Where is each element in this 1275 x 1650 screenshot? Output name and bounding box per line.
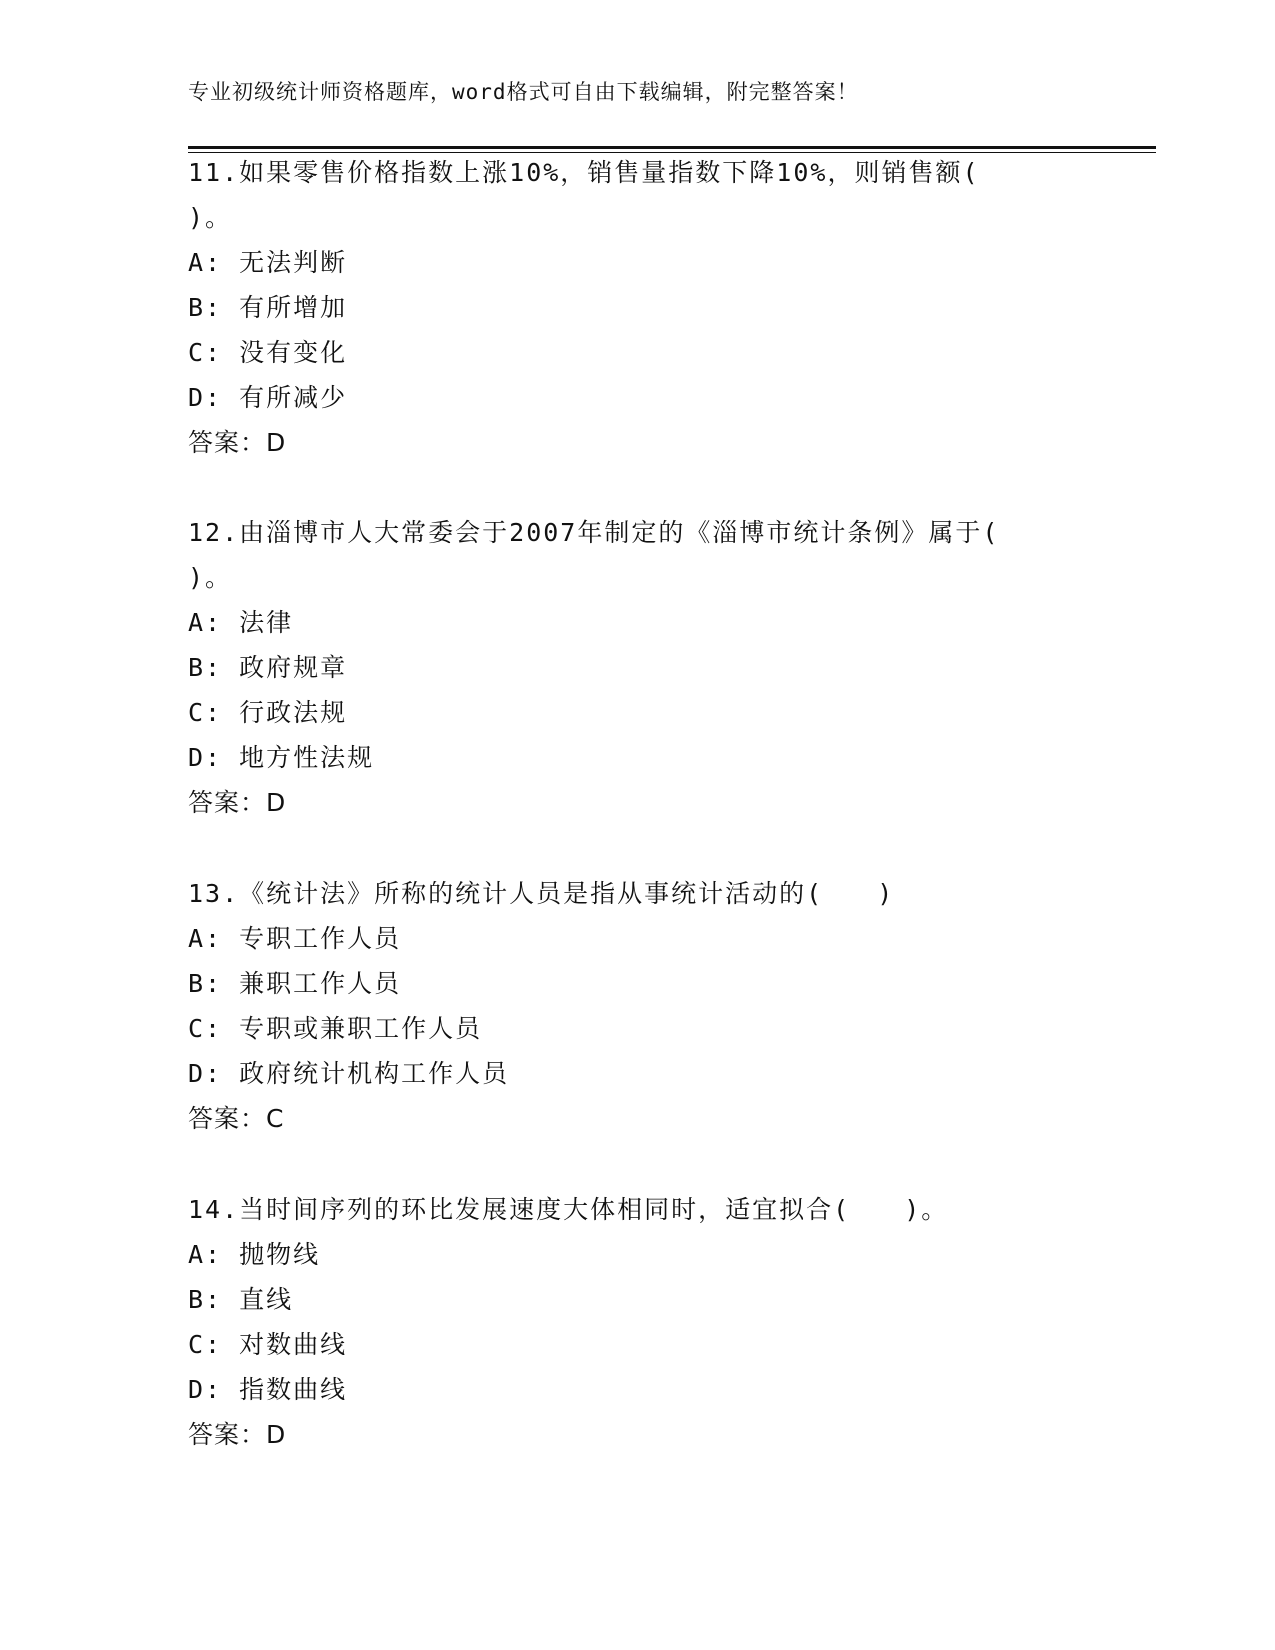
- option-d: D: 地方性法规: [188, 743, 375, 772]
- option-a: A: 无法判断: [188, 248, 348, 277]
- answer-line: 答案：D: [188, 428, 287, 457]
- option-b: B: 有所增加: [188, 293, 348, 322]
- option-b: B: 政府规章: [188, 653, 348, 682]
- question-stem: 14.当时间序列的环比发展速度大体相同时，适宜拟合( )。: [188, 1195, 949, 1224]
- page-header: 专业初级统计师资格题库，word格式可自由下载编辑，附完整答案！: [188, 80, 859, 104]
- option-b: B: 直线: [188, 1285, 294, 1314]
- question-stem: 11.如果零售价格指数上涨10%，销售量指数下降10%，则销售额(: [188, 158, 980, 187]
- option-c: C: 专职或兼职工作人员: [188, 1014, 483, 1043]
- question-stem: 12.由淄博市人大常委会于2007年制定的《淄博市统计条例》属于(: [188, 518, 1000, 547]
- option-a: A: 专职工作人员: [188, 924, 402, 953]
- option-c: C: 行政法规: [188, 698, 348, 727]
- question-stem-continued: )。: [188, 563, 233, 592]
- option-d: D: 政府统计机构工作人员: [188, 1059, 510, 1088]
- question-12: [188, 510, 1048, 825]
- question-11: [188, 150, 1048, 465]
- question-stem: 13.《统计法》所称的统计人员是指从事统计活动的( ): [188, 879, 895, 908]
- question-13: [188, 871, 1048, 1141]
- option-c: C: 没有变化: [188, 338, 348, 367]
- answer-line: 答案：D: [188, 1420, 287, 1449]
- header-rule-thick: [188, 146, 1156, 149]
- answer-line: 答案：C: [188, 1104, 285, 1133]
- option-b: B: 兼职工作人员: [188, 969, 402, 998]
- option-c: C: 对数曲线: [188, 1330, 348, 1359]
- option-a: A: 抛物线: [188, 1240, 321, 1269]
- option-d: D: 有所减少: [188, 383, 348, 412]
- option-d: D: 指数曲线: [188, 1375, 348, 1404]
- question-14: [188, 1187, 1048, 1457]
- option-a: A: 法律: [188, 608, 294, 637]
- answer-line: 答案：D: [188, 788, 287, 817]
- question-stem-continued: )。: [188, 203, 233, 232]
